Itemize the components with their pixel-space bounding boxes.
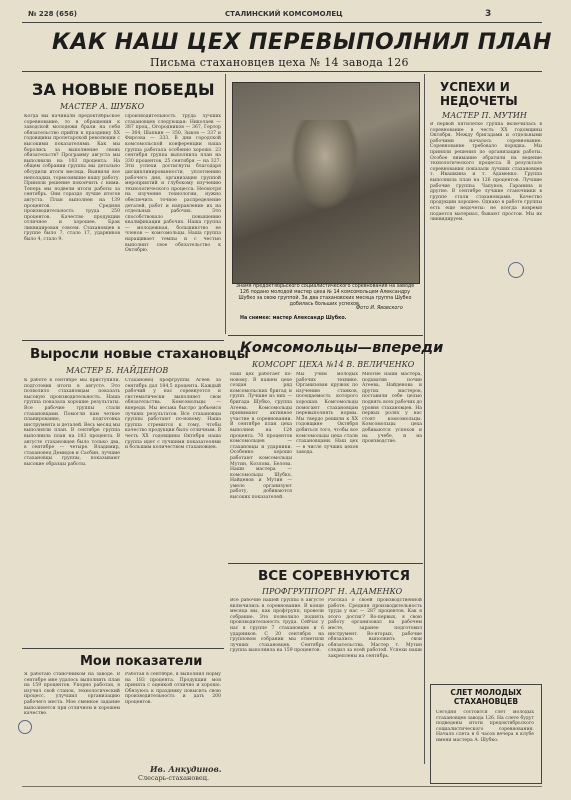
photo-credit: На снимке: мастер Александр Шубко. <box>240 316 347 321</box>
article-body-all-compete-col2: Рассказ о своей производственной работе. Средняя производительность труда у нас — 287 процентов. Как я этого достиг? Во-первых, я свою работу организовал на рабочем месте, заранее подготовил инструмент. Во-вторых, рабочие обязались выполнить свои обязательства. Мастер т. Мутин следил за всей работой. Успехи наши закреплены на сентябрь. <box>328 598 422 659</box>
article-body-all-compete-col1: Все рабочие нашей группы в августе включились в соревнование. В конце месяца мы, как профгрупп, провели собрание. Это позволило поднять производительность труда. Сейчас у нас в группе 7 стахановцев и 6 ударников. С 20 сентября на групповом собрании мы отметили лучших стахановцев. Сентябрь группа выполнила на 159 процентов. <box>230 598 324 654</box>
headline-rule <box>22 71 542 72</box>
article-body-successes: В первой пятилетке группа включилась в соревнование в честь XX годовщины Октября. Между бригадами и отдельными рабочими началось соревнование. Соревнование требовало порядка. Мы приняли решения по организации работы. Особое внимание обратили на ведение технологического процесса. В результате соревнования показали лучших стахановцев т. Ивашкина и т. Адаменко. Группа выполнила план на 126 процентов. Лучшие рабочие группы: Чапунов, Гаранина и другие. В сентябре лучшие станочники в группе стали стахановцами. Качество продукции хорошее. Однако в работе группы есть еще недочеты: не всегда вовремя подается материал, бывают простои. Мы их ликвидируем. <box>430 122 542 223</box>
article-title-komsomol-ahead: Комсомольцы—впереди <box>240 340 444 356</box>
section-rule-left-1 <box>22 340 224 341</box>
photo-photographer: Фото И. Явовского <box>356 306 403 311</box>
masthead-rule <box>22 22 542 23</box>
article-title-successes: УСПЕХИ И НЕДОЧЕТЫ <box>440 80 518 108</box>
article-body-my-indicators-col1: Я работаю станочником на заводе. В сентябре мне удалось выполнить план на 159 процентов. Упорно работая, я изучил свой станок, технологический процесс, улучшил организацию рабочего места. Мое сменное задание выполняется при отличном и хорошем качестве. <box>24 672 120 717</box>
article-body-my-indicators-col2: Работая в сентябре, я выполнил норму на 183 процента. Продукция моя принята с оценкой отлично и хорошо. Обязуюсь к празднику повысить свою производительность и дать 200 процентов. <box>125 672 221 705</box>
archive-stamp-icon <box>18 720 32 734</box>
article-body-komsomol-ahead-col2: Мы учим молодых рабочих технике. Организован кружок по изучению станков, посещаемость которого хорошая. Комсомольцы помогают стахановцам перевыполнять нормы. Мы твердо решили к XX годовщине Октября добиться того, чтобы все комсомольцы цеха стали стахановцами. Наш цех — в числе лучших цехов завода. <box>296 372 358 456</box>
photo-caption: Знамя предоктябрьского социалистического соревнования на заводе 126 подано молодой мастер цеха № 14 комсомольцем Александру Шубко за свою группой. За два стахановских месяца группа Шубко добилась больших успехов. <box>235 284 415 307</box>
section-rule-center-1 <box>228 335 423 336</box>
column-divider-2 <box>424 74 425 764</box>
article-title-new-victories: ЗА НОВЫЕ ПОБЕДЫ <box>32 80 215 99</box>
article-body-komsomol-ahead-col3: Многие наши мастера, подхватив почин Агеева, Найденова и других мастеров, поставили себе целью поднять всех рабочих до уровня стахановцев. На первых ролях у нас стоят комсомольцы. Комсомольцы цеха добиваются успехов и на учебе, и на производстве. <box>362 372 422 445</box>
archive-stamp-icon <box>508 262 524 278</box>
paper-name: СТАЛИНСКИЙ КОМСОМОЛЕЦ <box>225 10 343 18</box>
photo-figure <box>290 120 360 210</box>
article-body-new-victories-col2: Производительность труда лучших стахановцев следующая: Николаев — 387 проц., Огородников — 367, Гертор — 364, Шапкин — 350, Зыков — 337 и Фирсова — 333. В дни городской комсомольской конференции наша группа работала особенно хорошо. 23 сентября группа выполнила план на 330 процентов, 25 сентября — на 327. Эти успехи достигнуты благодаря дисциплинированности, уплотнению рабочего дня, организации группой мероприятий и глубокому изучению технологического процесса. Несмотря на изучение технологии, нужно обеспечить точное распределение деталей, работ и направление их на отдельных рабочих. Это способствовало повышению квалификации рабочих. Наша группа — молодежная, большинство ее членов — комсомольцы. Наша группа наращивает темпы и с честью выполнит свое обязательство к Октябрю. <box>125 114 221 254</box>
article-title-my-indicators: Мои показатели <box>80 654 203 669</box>
article-title-all-compete: ВСЕ СОРЕВНУЮТСЯ <box>258 568 410 584</box>
announcement-body: Сегодня состоится слет молодых стахановцев завода 126. На слете будут подведены итоги предоктябрьского социалистического соревнования. Начало слета в 6 часов вечера в клубе имени мастера А. Шубко. <box>436 710 534 743</box>
main-subheadline: Письма стахановцев цеха № 14 завода 126 <box>150 56 409 69</box>
byline-new-stakhanovites: МАСТЕР Б. НАЙДЕНОВ <box>66 366 169 375</box>
bottom-rule <box>22 786 542 787</box>
byline-komsomol-ahead: КОМСОРГ ЦЕХА №14 В. ВЕЛИЧЕНКО <box>252 360 415 369</box>
issue-number: № 228 (656) <box>28 10 77 18</box>
announcement-title: СЛЕТ МОЛОДЫХ СТАХАНОВЦЕВ <box>450 688 522 706</box>
main-headline: КАК НАШ ЦЕХ ПЕРЕВЫПОЛНИЛ ПЛАН <box>52 30 552 55</box>
signature-title: Слесарь-стахановец. <box>138 774 210 782</box>
article-body-komsomol-ahead-col1: Наш цех работает по-новому. В нашем цехе создан ряд комсомольских бригад и групп. Лучшие из них — бригада Шубко, группа Агеева. Комсомольцы принимают активное участие в соревновании. В сентябре план цеха выполнен на 124 процента. 70 процентов комсомольцев — стахановцы и ударники. Особенно хорошо работают комсомольцы Мутин, Козлова, Белова. Наши мастера — комсомольцы Шубко, Найденов и Мутин — умело организуют работу, добиваются высоких показателей. <box>230 372 292 501</box>
section-rule-center-2 <box>228 563 423 564</box>
column-divider-1 <box>225 74 226 334</box>
signature-name: Ив. Анкудинов. <box>150 764 222 774</box>
section-rule-left-2 <box>22 648 224 649</box>
page-number: 3 <box>485 9 492 19</box>
article-body-new-stakhanovites-col1: К работе в сентябре мы приступили, подготовив итоги в августе. Это позволило стахановцам показать высокую производительность. Наша группа показала хорошие результаты. Все рабочие группы стали стахановцами. Помогли нам четкое планирование, подготовка инструмента и деталей. Весь месяц мы выполняли план. В сентябре группа выполнила план на 183 процента. В августе стахановцев было только два, в сентябре — четыре. Владимир, стахановец Демидов и Сасбин, лучшие стахановцы группы, показывают высокие образцы работы. <box>24 378 120 467</box>
byline-all-compete: ПРОФГРУППОРГ Н. АДАМЕНКО <box>262 587 403 596</box>
byline-successes: МАСТЕР П. МУТИН <box>442 111 527 120</box>
article-body-new-victories-col1: Когда мы начинали предоктябрьское соревнование, то в обращении к заводской молодежи брали на себя обязательство прийти к празднику XX годовщины пролетарской революции с высокими показателями. Как мы боролись за выполнение своих обязательств? Программу августа мы выполнили на 103 процента. На общем собрании группы мы детально обсудили итоги месяца. Выявили все неполадки, тормозившие нашу работу. Приняли решение покончить с ними. Теперь мы подвели итоги работы за сентябрь. Они гораздо лучше итогов августа. План выполнен на 139 процентов. Средняя производительность труда 250 процентов. Качество продукции отличное и хорошее. Брак ликвидирован совсем. Стахановцев в группе было 7, стало 17, ударников было 4, стало 9. <box>24 114 120 243</box>
article-body-new-stakhanovites-col2: Стахановец профгруппы Агеев за сентябрь дал 184,5 процента. Каждый рабочий у нас соревнуется и систематически выполняет свои обязательства. Комсомольцы — впереди. Мы весьма быстро добьемся лучших результатов. Все стахановцы группы работают по-новому. Наша группа стремится к тому, чтобы качество продукции было отличным. В честь XX годовщины Октября наша группа идет с лучшими показателями и большим количеством стахановцев. <box>125 378 221 451</box>
article-title-new-stakhanovites: Выросли новые стахановцы <box>30 346 249 362</box>
byline-new-victories: МАСТЕР А. ШУБКО <box>60 102 145 111</box>
